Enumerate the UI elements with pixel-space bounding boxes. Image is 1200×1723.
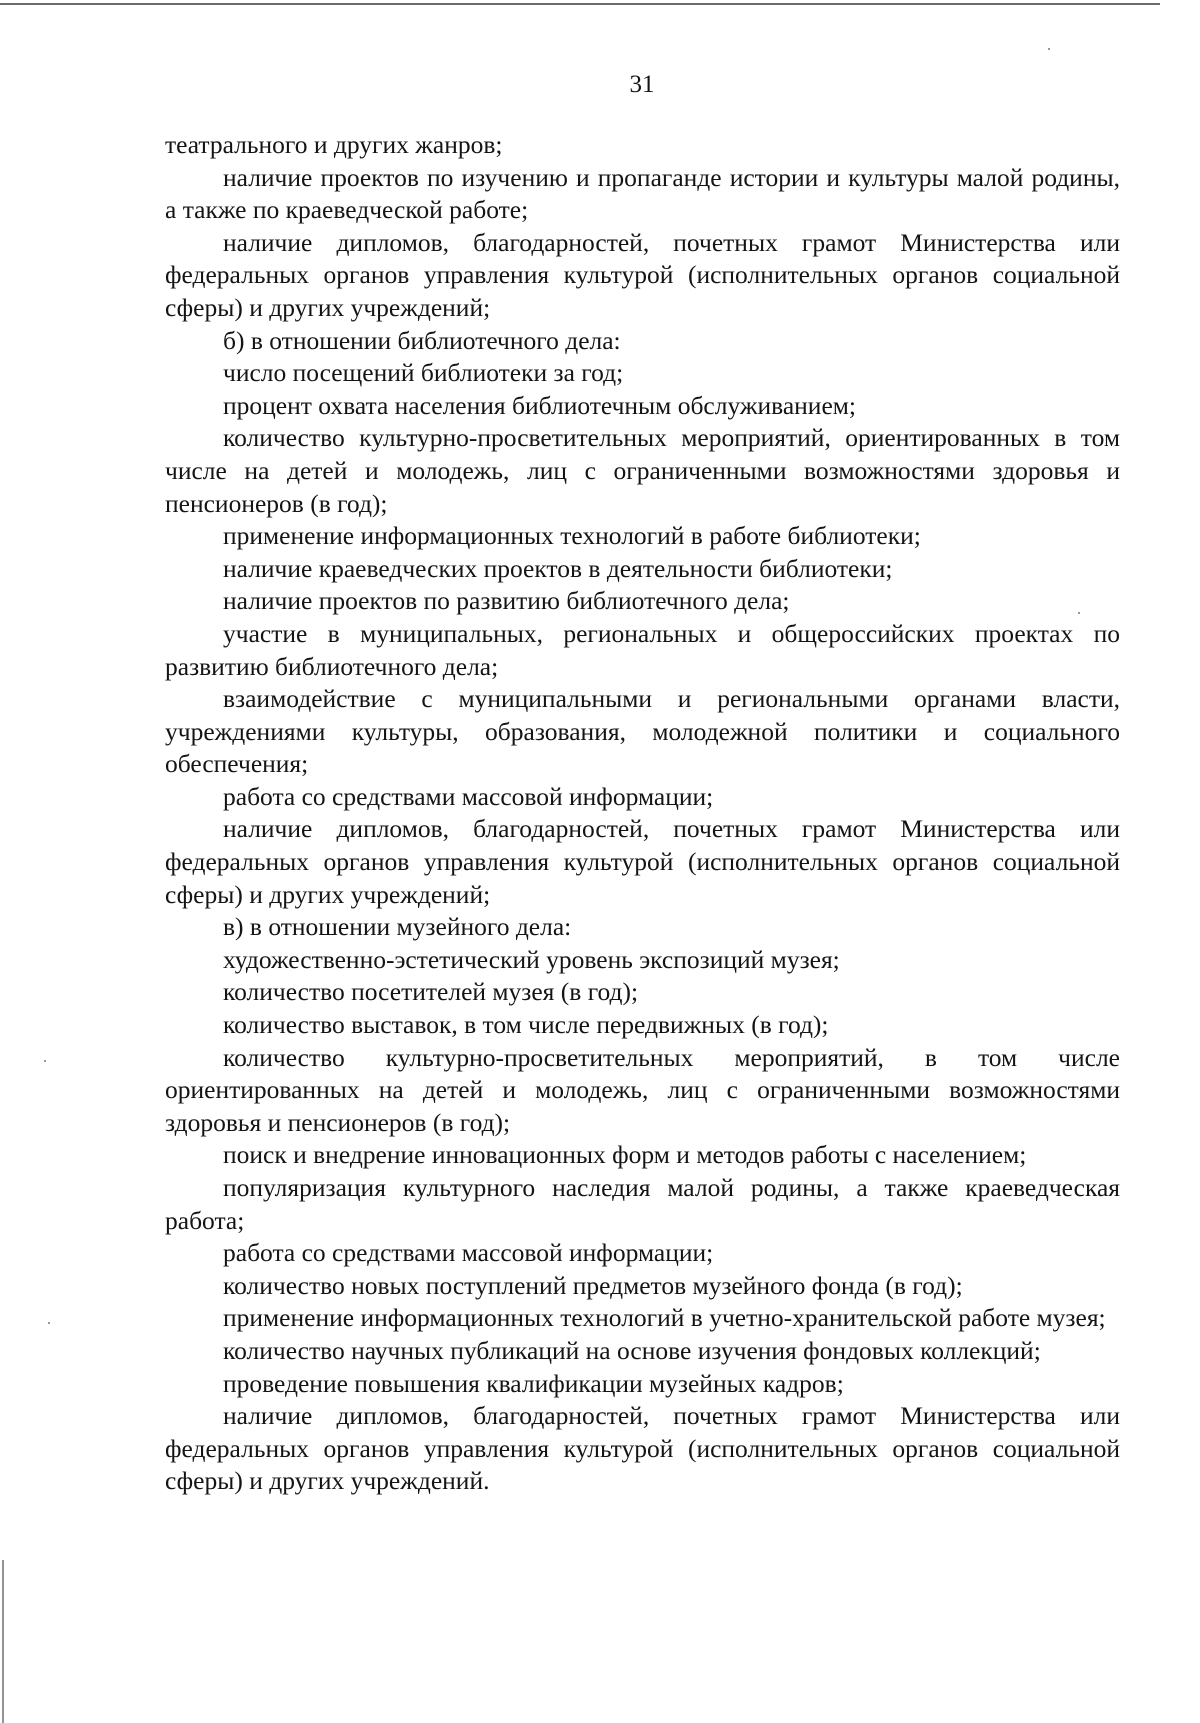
scan-speck: [48, 1322, 50, 1324]
paragraph: работа со средствами массовой информации;: [223, 781, 714, 811]
paragraph: количество выставок, в том числе передвижных (в год);: [223, 1010, 829, 1040]
paragraph: наличие проектов по развитию библиотечного дела;: [223, 586, 790, 616]
page-number: 31: [629, 71, 655, 98]
paragraph: проведение повышения квалификации музейных кадров;: [223, 1368, 844, 1398]
paragraph: театрального и других жанров;: [165, 130, 503, 159]
paragraph: наличие проектов по изучению и пропаганде истории и культуры малой родины, а также по краеведческой работе;: [165, 162, 1120, 225]
scan-edge-top: [0, 3, 1160, 5]
body-text: [165, 129, 1120, 1498]
paragraph: число посещений библиотеки за год;: [223, 358, 624, 388]
paragraph: количество культурно-просветительных мероприятий, в том числе ориентированных на детей и молодежь, лиц с ограниченными возможностями здоровья и пенсионеров (в год);: [165, 1042, 1120, 1137]
paragraph: поиск и внедрение инновационных форм и методов работы с населением;: [223, 1140, 1027, 1170]
subsection-heading: б) в отношении библиотечного дела:: [223, 325, 621, 355]
scan-edge-left: [2, 1560, 4, 1723]
paragraph: количество посетителей музея (в год);: [223, 977, 639, 1007]
paragraph: наличие краеведческих проектов в деятельности библиотеки;: [223, 553, 893, 583]
paragraph: популяризация культурного наследия малой родины, а также краеведческая работа;: [165, 1173, 1120, 1235]
scan-speck: [1048, 48, 1050, 50]
paragraph: количество культурно-просветительных мероприятий, ориентированных в том числе на детей и молодежь, лиц с ограниченными возможностями здоровья и пенсионеров (в год);: [165, 423, 1120, 518]
paragraph: наличие дипломов, благодарностей, почетных грамот Министерства или федеральных органов управления культурой (исполнительных органов социальной сферы) и других учреждений.: [165, 1401, 1120, 1496]
paragraph: взаимодействие с муниципальными и региональными органами власти, учреждениями культуры, образования, молодежной политики и социального обеспечения;: [165, 684, 1120, 779]
paragraph: процент охвата населения библиотечным обслуживанием;: [223, 390, 856, 420]
subsection-heading: в) в отношении музейного дела:: [223, 912, 572, 942]
paragraph: наличие дипломов, благодарностей, почетных грамот Министерства или федеральных органов управления культурой (исполнительных органов социальной сферы) и других учреждений;: [165, 227, 1120, 322]
paragraph: художественно-эстетический уровень экспозиций музея;: [223, 944, 840, 974]
paragraph: количество научных публикаций на основе изучения фондовых коллекций;: [223, 1335, 1041, 1365]
scan-speck: [44, 1060, 46, 1062]
paragraph: работа со средствами массовой информации;: [223, 1238, 714, 1268]
paragraph: количество новых поступлений предметов музейного фонда (в год);: [223, 1270, 963, 1300]
paragraph: применение информационных технологий в работе библиотеки;: [223, 521, 921, 551]
paragraph: наличие дипломов, благодарностей, почетных грамот Министерства или федеральных органов управления культурой (исполнительных органов социальной сферы) и других учреждений;: [165, 814, 1120, 909]
paragraph: применение информационных технологий в учетно-хранительской работе музея;: [223, 1303, 1106, 1333]
paragraph: участие в муниципальных, региональных и общероссийских проектах по развитию библиотечного дела;: [165, 618, 1120, 681]
